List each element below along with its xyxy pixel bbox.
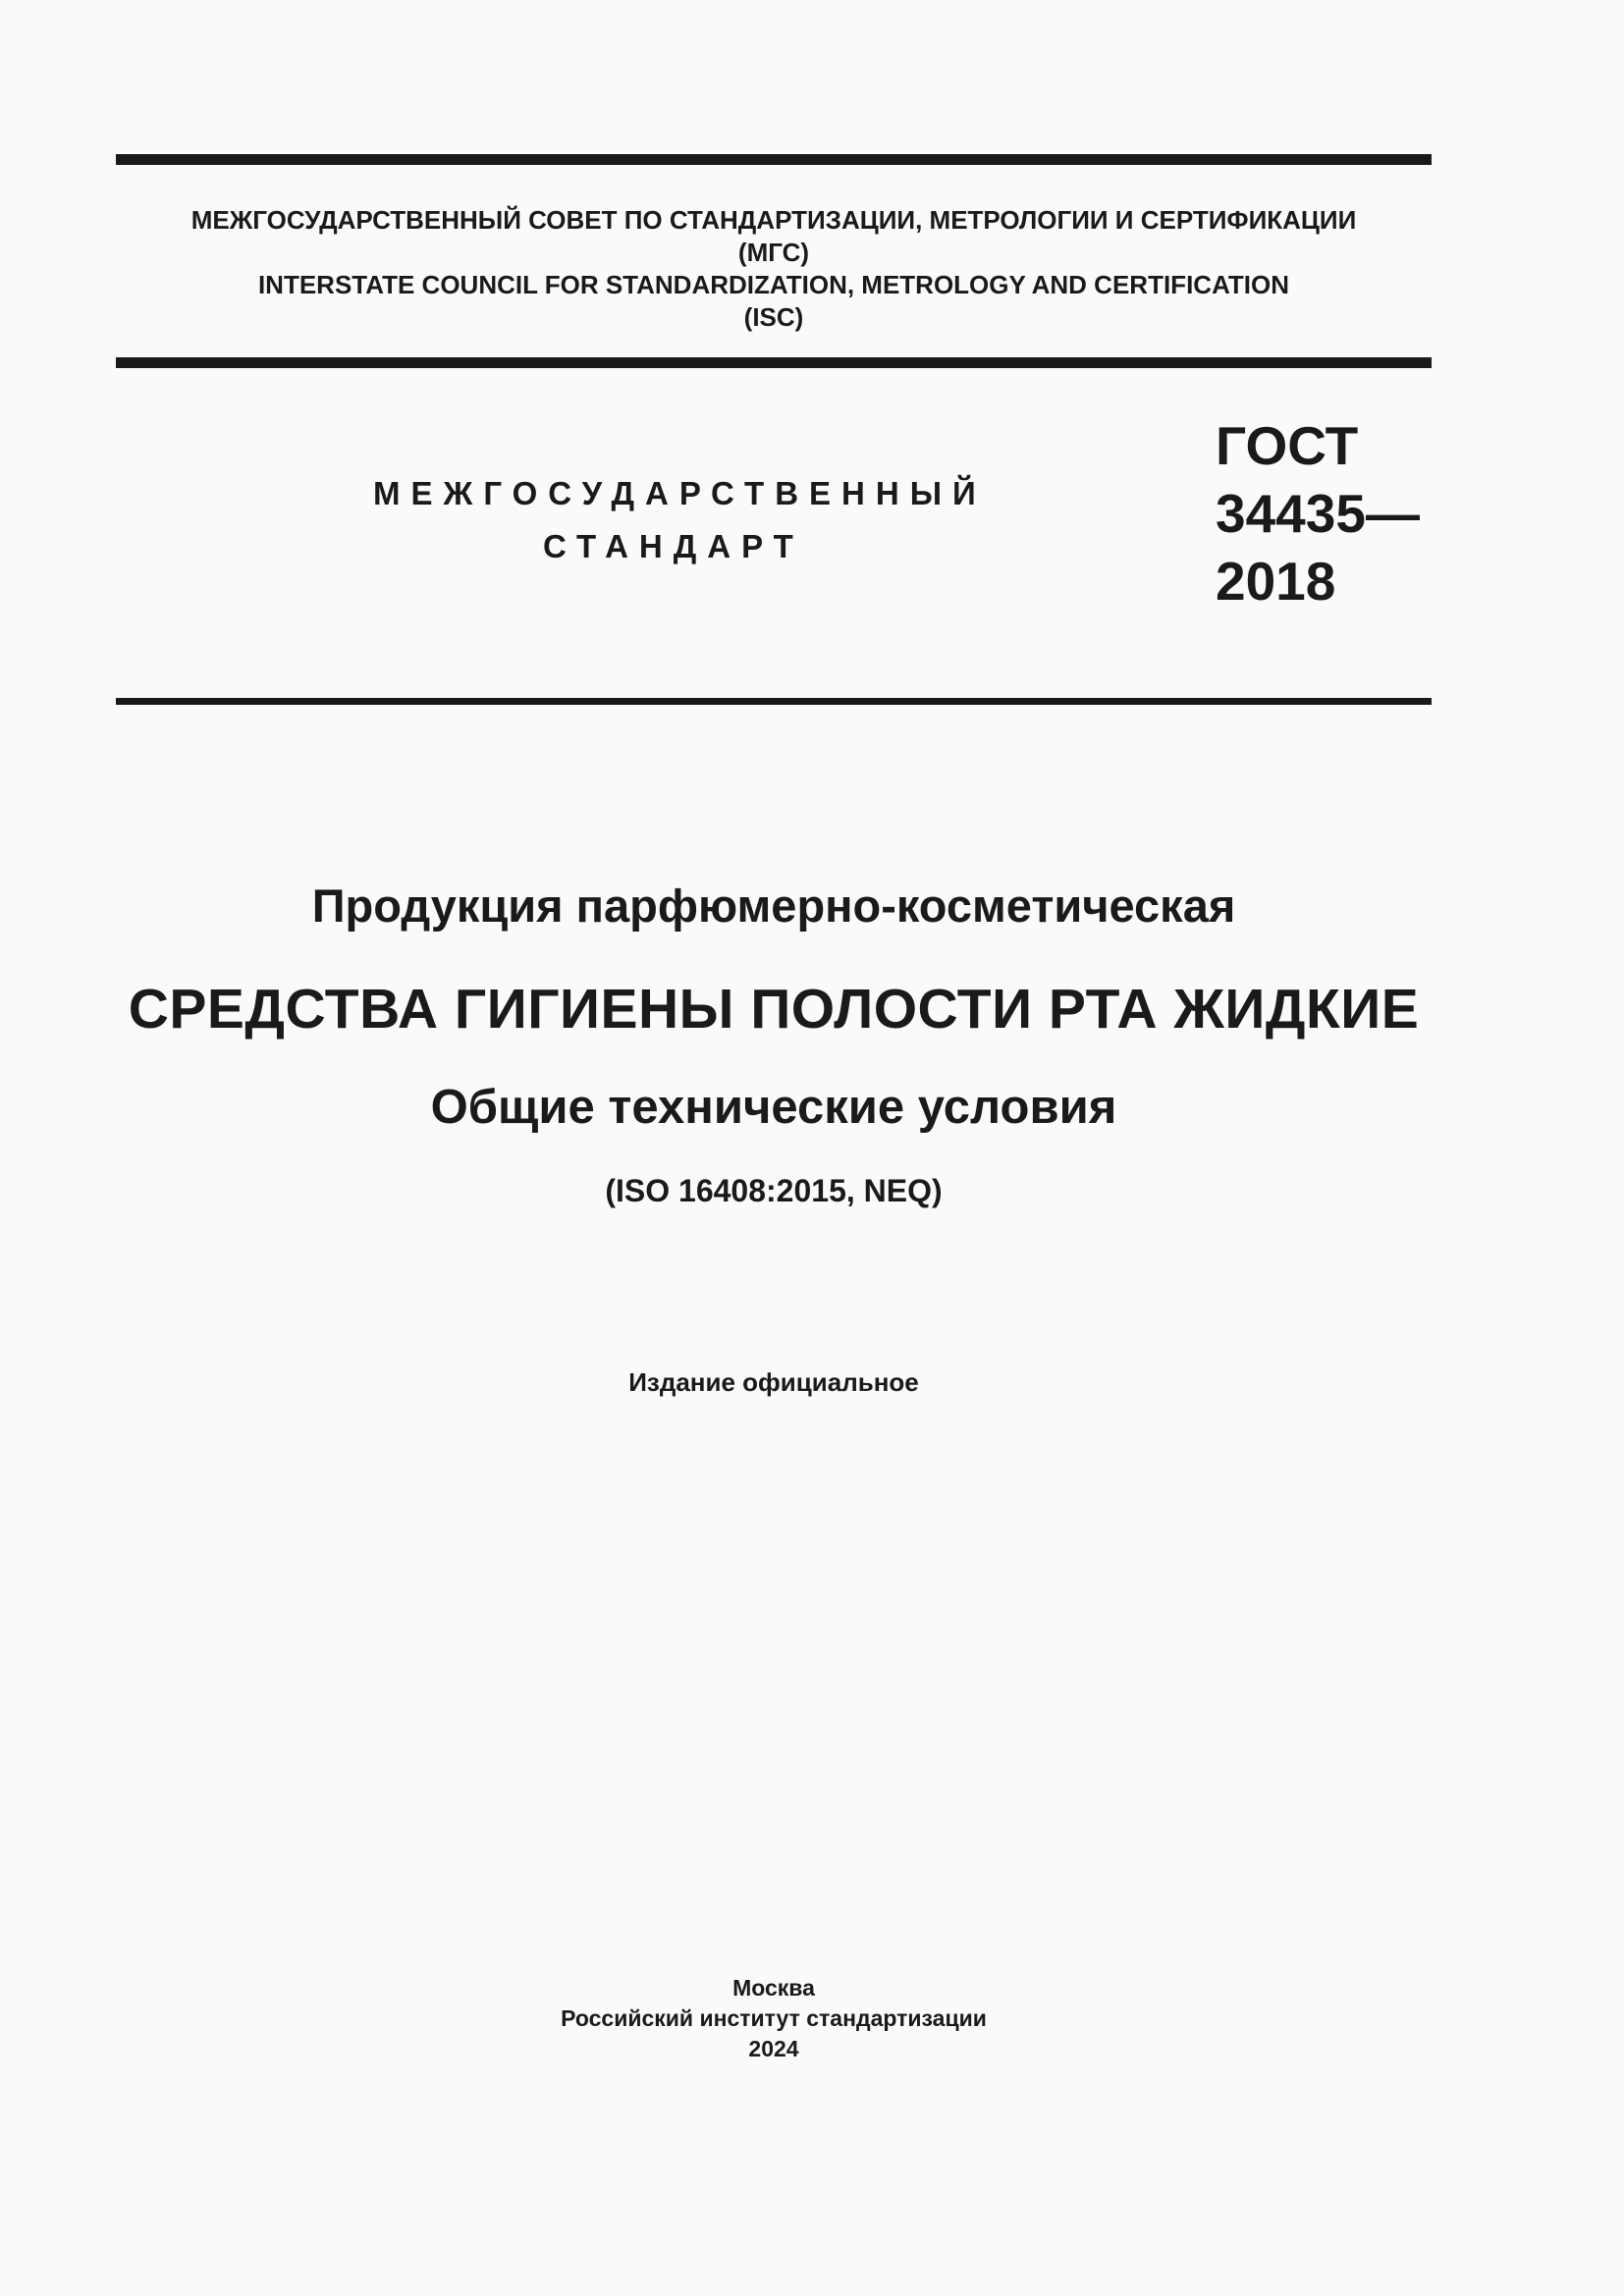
- council-name-ru: МЕЖГОСУДАРСТВЕННЫЙ СОВЕТ ПО СТАНДАРТИЗАЦИИ, МЕТРОЛОГИИ И СЕРТИФИКАЦИИ: [190, 205, 1357, 235]
- document-subtitle: Общие технические условия: [430, 1081, 1117, 1134]
- imprint-city: Москва: [732, 1975, 815, 2001]
- middle-rule: [116, 357, 1432, 368]
- standard-type-line2: СТАНДАРТ: [543, 528, 804, 564]
- document-title: СРЕДСТВА ГИГИЕНЫ ПОЛОСТИ РТА ЖИДКИЕ: [128, 978, 1420, 1041]
- imprint: [116, 1973, 1432, 2064]
- council-abbr-ru: (МГС): [737, 238, 810, 267]
- standard-type-line1: МЕЖГОСУДАРСТВЕННЫЙ: [373, 475, 987, 511]
- top-rule: [116, 154, 1432, 165]
- gost-year: 2018: [1216, 551, 1336, 612]
- council-name-en: INTERSTATE COUNCIL FOR STANDARDIZATION, METROLOGY AND CERTIFICATION: [257, 270, 1290, 299]
- bottom-rule: [116, 698, 1432, 705]
- council-header: [116, 204, 1432, 334]
- product-category: Продукция парфюмерно-косметическая: [311, 880, 1236, 932]
- edition-note: Издание официальное: [628, 1367, 919, 1397]
- council-abbr-en: (ISC): [743, 302, 804, 332]
- imprint-publisher: Российский институт стандартизации: [561, 2005, 987, 2031]
- iso-reference: (ISO 16408:2015, NEQ): [605, 1173, 943, 1208]
- gost-designation: [1216, 412, 1420, 615]
- gost-number: 34435—: [1216, 483, 1420, 544]
- gost-label: ГОСТ: [1216, 415, 1359, 476]
- imprint-year: 2024: [748, 2036, 799, 2061]
